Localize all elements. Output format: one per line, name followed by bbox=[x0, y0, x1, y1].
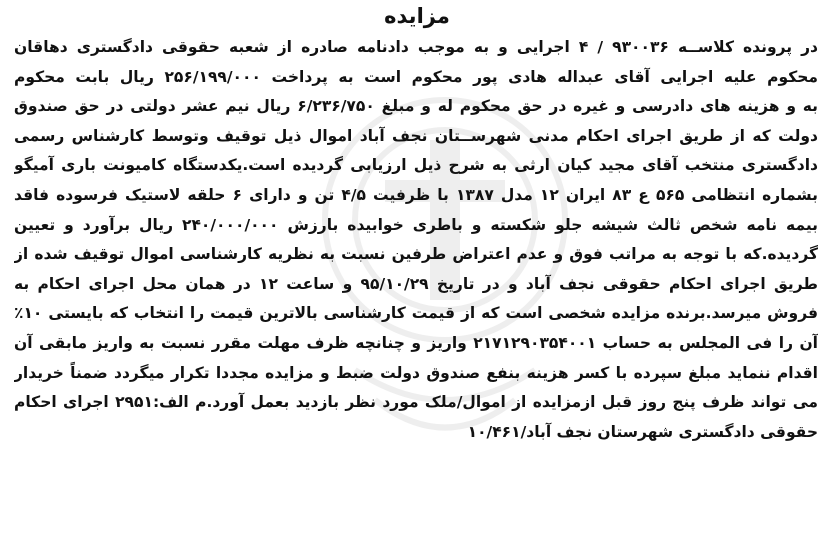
notice-line: می تواند ظرف پنج روز قبل ازمزایده از اموال/ملک مورد نظر بازدید بعمل آورد.م الف:۲۹۵۱ اجرای احکام bbox=[14, 393, 818, 412]
notice-line: محکوم علیه اجرایی آقای عبداله هادی پور محکوم است به پرداخت ۲۵۶/۱۹۹/۰۰۰ ریال بابت محکوم bbox=[14, 67, 818, 86]
notice-line: بیمه نامه شخص ثالث شیشه جلو شکسته و باطری خوابیده بارزش ۲۴۰/۰۰۰/۰۰۰ ریال برآورد و تعیین bbox=[14, 215, 818, 234]
notice-line: دولت که از طریق اجرای احکام مدنی شهرســتان نجف آباد اموال ذیل توقیف وتوسط کارشناس رسمی bbox=[14, 126, 818, 145]
notice-line-final: حقوقی دادگستری شهرستان نجف آباد/۱۰/۴۶۱ bbox=[467, 422, 818, 441]
notice-line: در پرونده کلاســه ۹۳۰۰۳۶ / ۴ اجرایی و به موجب دادنامه صادره از شعبه حقوقی دادگستری دهاقان bbox=[14, 38, 818, 56]
notice-line: دادگستری منتخب آقای مجید کیان ارثی به شرح ذیل ارزیابی گردیده است.یکدستگاه کامیونت باری آمیگو bbox=[14, 156, 818, 175]
notice-line: گردیده.که با توجه به مراتب فوق و عدم اعتراض طرفین نسبت به نظریه کارشناسی اموال توقیف شده از bbox=[14, 245, 818, 264]
notice-body bbox=[14, 33, 818, 447]
notice-line: فروش میرسد.برنده مزایده شخصی است که از قیمت کارشناسی بالاترین قیمت را انتخاب که بایستی ۱۰٪ bbox=[14, 304, 818, 323]
notice-line: اقدام ننماید مبلغ سپرده با کسر هزینه بنفع صندوق دولت ضبط و مزایده مجددا تکرار میگردد ضمناً خریدار bbox=[14, 363, 818, 382]
notice-line: طریق اجرای احکام حقوقی نجف آباد و در تاریخ ۹۵/۱۰/۲۹ و ساعت ۱۲ در همان محل اجرای احکام به bbox=[14, 274, 818, 293]
notice-line: آن را فی المجلس به حساب ۲۱۷۱۲۹۰۳۵۴۰۰۱ واریز و چنانچه ظرف مهلت مقرر نسبت به واریز مابقی آن bbox=[14, 333, 818, 352]
notice-title: مزایده bbox=[384, 4, 450, 28]
notice-line: به و هزینه های دادرسی و غیره در حق محکوم له و مبلغ ۶/۲۳۶/۷۵۰ ریال نیم عشر دولتی در حق صندوق bbox=[14, 97, 818, 116]
notice-line: بشماره انتظامی ۵۶۵ ع ۸۳ ایران ۱۲ مدل ۱۳۸۷ با ظرفیت ۴/۵ تن و دارای ۶ حلقه لاستیک فرسوده فاقد bbox=[14, 185, 818, 204]
